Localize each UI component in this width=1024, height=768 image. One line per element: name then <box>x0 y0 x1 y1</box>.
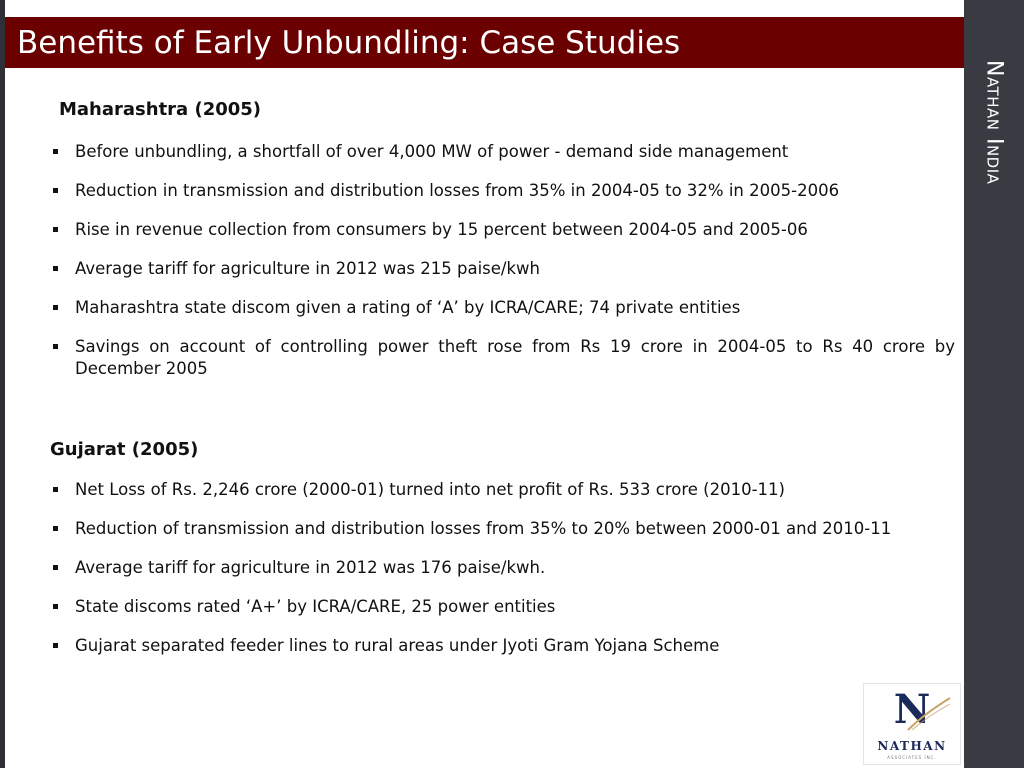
square-bullet-icon <box>53 149 58 154</box>
list-item-text: State discoms rated ‘A+’ by ICRA/CARE, 25 power entities <box>75 597 556 616</box>
list-item <box>50 479 955 501</box>
left-edge-strip <box>0 0 5 768</box>
square-bullet-icon <box>53 344 58 349</box>
list-item <box>50 141 955 163</box>
list-item <box>50 557 955 579</box>
nathan-logo <box>863 683 961 765</box>
logo-name: NATHAN <box>877 739 947 753</box>
list-item <box>50 635 955 657</box>
list-item <box>50 518 955 540</box>
square-bullet-icon <box>53 227 58 232</box>
list-item-text: Reduction of transmission and distribution losses from 35% to 20% between 2000-01 and 2010-11 <box>75 519 892 538</box>
square-bullet-icon <box>53 604 58 609</box>
list-item <box>50 258 955 280</box>
square-bullet-icon <box>53 526 58 531</box>
list-item <box>50 297 955 319</box>
bullet-list-maharashtra <box>50 141 955 380</box>
title-bar <box>5 17 964 68</box>
list-item-text: Average tariff for agriculture in 2012 was 176 paise/kwh. <box>75 558 546 577</box>
list-item <box>50 180 955 202</box>
section-spacer <box>50 397 955 435</box>
section-heading-gujarat: Gujarat (2005) <box>50 439 199 460</box>
list-item-text: Reduction in transmission and distribution losses from 35% in 2004-05 to 32% in 2005-2006 <box>75 181 840 200</box>
square-bullet-icon <box>53 305 58 310</box>
square-bullet-icon <box>53 266 58 271</box>
brand-vertical-label: Nathan India <box>981 60 1007 185</box>
logo-subtitle: ASSOCIATES INC. <box>887 755 937 760</box>
slide-title: Benefits of Early Unbundling: Case Studies <box>17 24 681 61</box>
square-bullet-icon <box>53 188 58 193</box>
list-item <box>50 336 955 380</box>
list-item-text: Savings on account of controlling power theft rose from Rs 19 crore in 2004-05 to Rs 40 crore by December 2005 <box>75 337 955 378</box>
list-item-text: Average tariff for agriculture in 2012 was 215 paise/kwh <box>75 259 540 278</box>
square-bullet-icon <box>53 565 58 570</box>
list-item-text: Maharashtra state discom given a rating of ‘A’ by ICRA/CARE; 74 private entities <box>75 298 741 317</box>
list-item <box>50 596 955 618</box>
square-bullet-icon <box>53 643 58 648</box>
square-bullet-icon <box>53 487 58 492</box>
list-item <box>50 219 955 241</box>
list-item-text: Gujarat separated feeder lines to rural areas under Jyoti Gram Yojana Scheme <box>75 636 720 655</box>
slide-content <box>50 95 955 674</box>
logo-swoosh-icon <box>904 694 954 734</box>
logo-letter: N <box>893 686 931 733</box>
list-item-text: Rise in revenue collection from consumers by 15 percent between 2004-05 and 2005-06 <box>75 220 808 239</box>
list-item-text: Before unbundling, a shortfall of over 4,000 MW of power - demand side management <box>75 142 789 161</box>
section-heading-maharashtra: Maharashtra (2005) <box>59 99 262 120</box>
list-item-text: Net Loss of Rs. 2,246 crore (2000-01) turned into net profit of Rs. 533 crore (2010-11) <box>75 480 785 499</box>
bullet-list-gujarat <box>50 479 955 657</box>
